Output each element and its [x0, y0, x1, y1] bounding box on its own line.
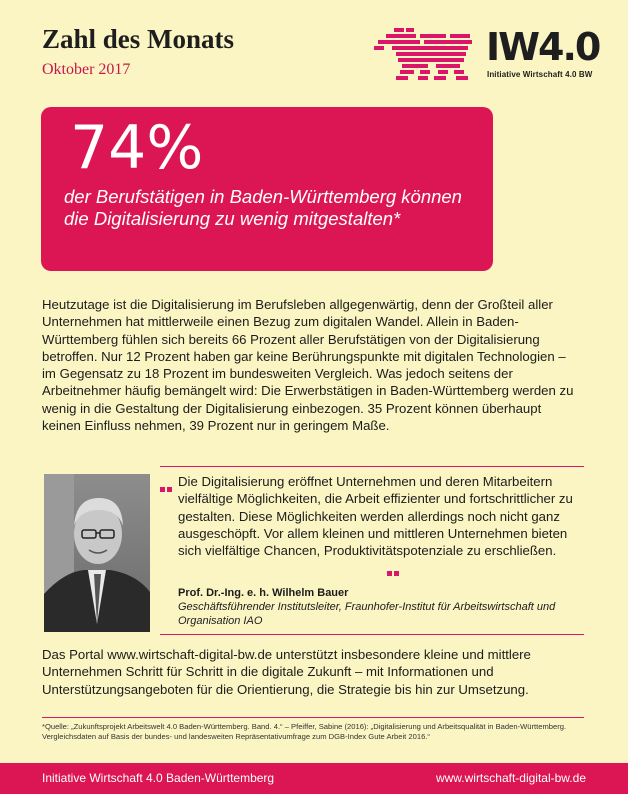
portal-paragraph: Das Portal www.wirtschaft-digital-bw.de unterstützt insbesondere kleine und mittlere Unternehmen Schritt für Schritt in die digitale Zukunft – mit Informationen und Unterstützungsangeboten für die Orientierung, die Strategie bis hin zur Umsetzung.: [42, 647, 531, 697]
quote-author-role: Geschäftsführender Institutsleiter, Fraunhofer-Institut für Arbeitswirtschaft und Organisation IAO: [178, 601, 556, 627]
intro-text: Heutzutage ist die Digitalisierung im Berufsleben allgegenwärtig, denn der Großteil aller Unternehmen hat mittlerweile einen Bezug zum digitalen Wandel. Allein in Baden-Württemberg fühlen sich bereits 66 Prozent aller Berufstätigen von der Digitalisierung betroffen. Nur 12 Prozent haben gar keine Berührungspunkte mit digitalen Technologien – im Gegensatz zu 18 Prozent im bundesweiten Vergleich. Was jedoch seitens der Arbeitnehmer häufig bemängelt wird: Die Erwerbstätigen in Baden-Württemberg werden zu wenig in die Gestaltung der Digitalisierung einbezogen. 35 Prozent können überhaupt keinen Einfluss nehmen, 39 Prozent nur in geringem Maße.: [42, 297, 574, 434]
hero-value: 74%: [70, 113, 204, 183]
intro-paragraph: [42, 296, 582, 434]
page-subtitle: Oktober 2017: [42, 61, 131, 78]
footer-initiative: Initiative Wirtschaft 4.0 Baden-Württemberg: [42, 771, 275, 785]
quote-author: Prof. Dr.-Ing. e. h. Wilhelm Bauer: [178, 587, 349, 599]
footnote: *Quelle: „Zukunftsprojekt Arbeitswelt 4.0 Baden-Württemberg. Band. 4.“ – Pfeiffer, Sabine (2016): „Digitalisierung und Arbeitsqualität in Baden-Württemberg. Vergleichsdaten auf Basis der bundes- und landesweiten Repräsentativumfrage zum DGB-Index Gute Arbeit 2016.“: [42, 722, 567, 741]
logo-wordmark: IW4.0: [486, 25, 600, 69]
hero-text: der Berufstätigen in Baden-Württemberg können die Digitalisierung zu wenig mitgestalten*: [64, 186, 462, 229]
footer-website-link[interactable]: www.wirtschaft-digital-bw.de: [435, 771, 586, 785]
quote-divider-bottom: [160, 634, 584, 635]
quote-open-icon: [160, 479, 174, 485]
footer-bar: [0, 763, 628, 794]
quote-divider-top: [160, 466, 584, 467]
quote-close-icon: [387, 563, 401, 569]
logo-subtitle: Initiative Wirtschaft 4.0 BW: [487, 70, 593, 79]
footnote-divider: [42, 717, 584, 718]
page-title: Zahl des Monats: [42, 24, 235, 54]
lion-pixel-icon: [372, 26, 476, 84]
portrait-photo: [44, 474, 150, 632]
quote-text: Die Digitalisierung eröffnet Unternehmen und deren Mitarbeitern vielfältige Möglichkeiten, die Arbeit effizienter und fortschrittlicher zu gestalten. Diese Möglichkeiten werden allerdings noch nicht ganz ausgeschöpft. Vor allem kleinen und mittleren Unternehmen bieten sich vielfältige Chancen, Produktivitätspotenziale zu erschließen.: [178, 474, 573, 559]
hero-callout: [41, 107, 493, 271]
